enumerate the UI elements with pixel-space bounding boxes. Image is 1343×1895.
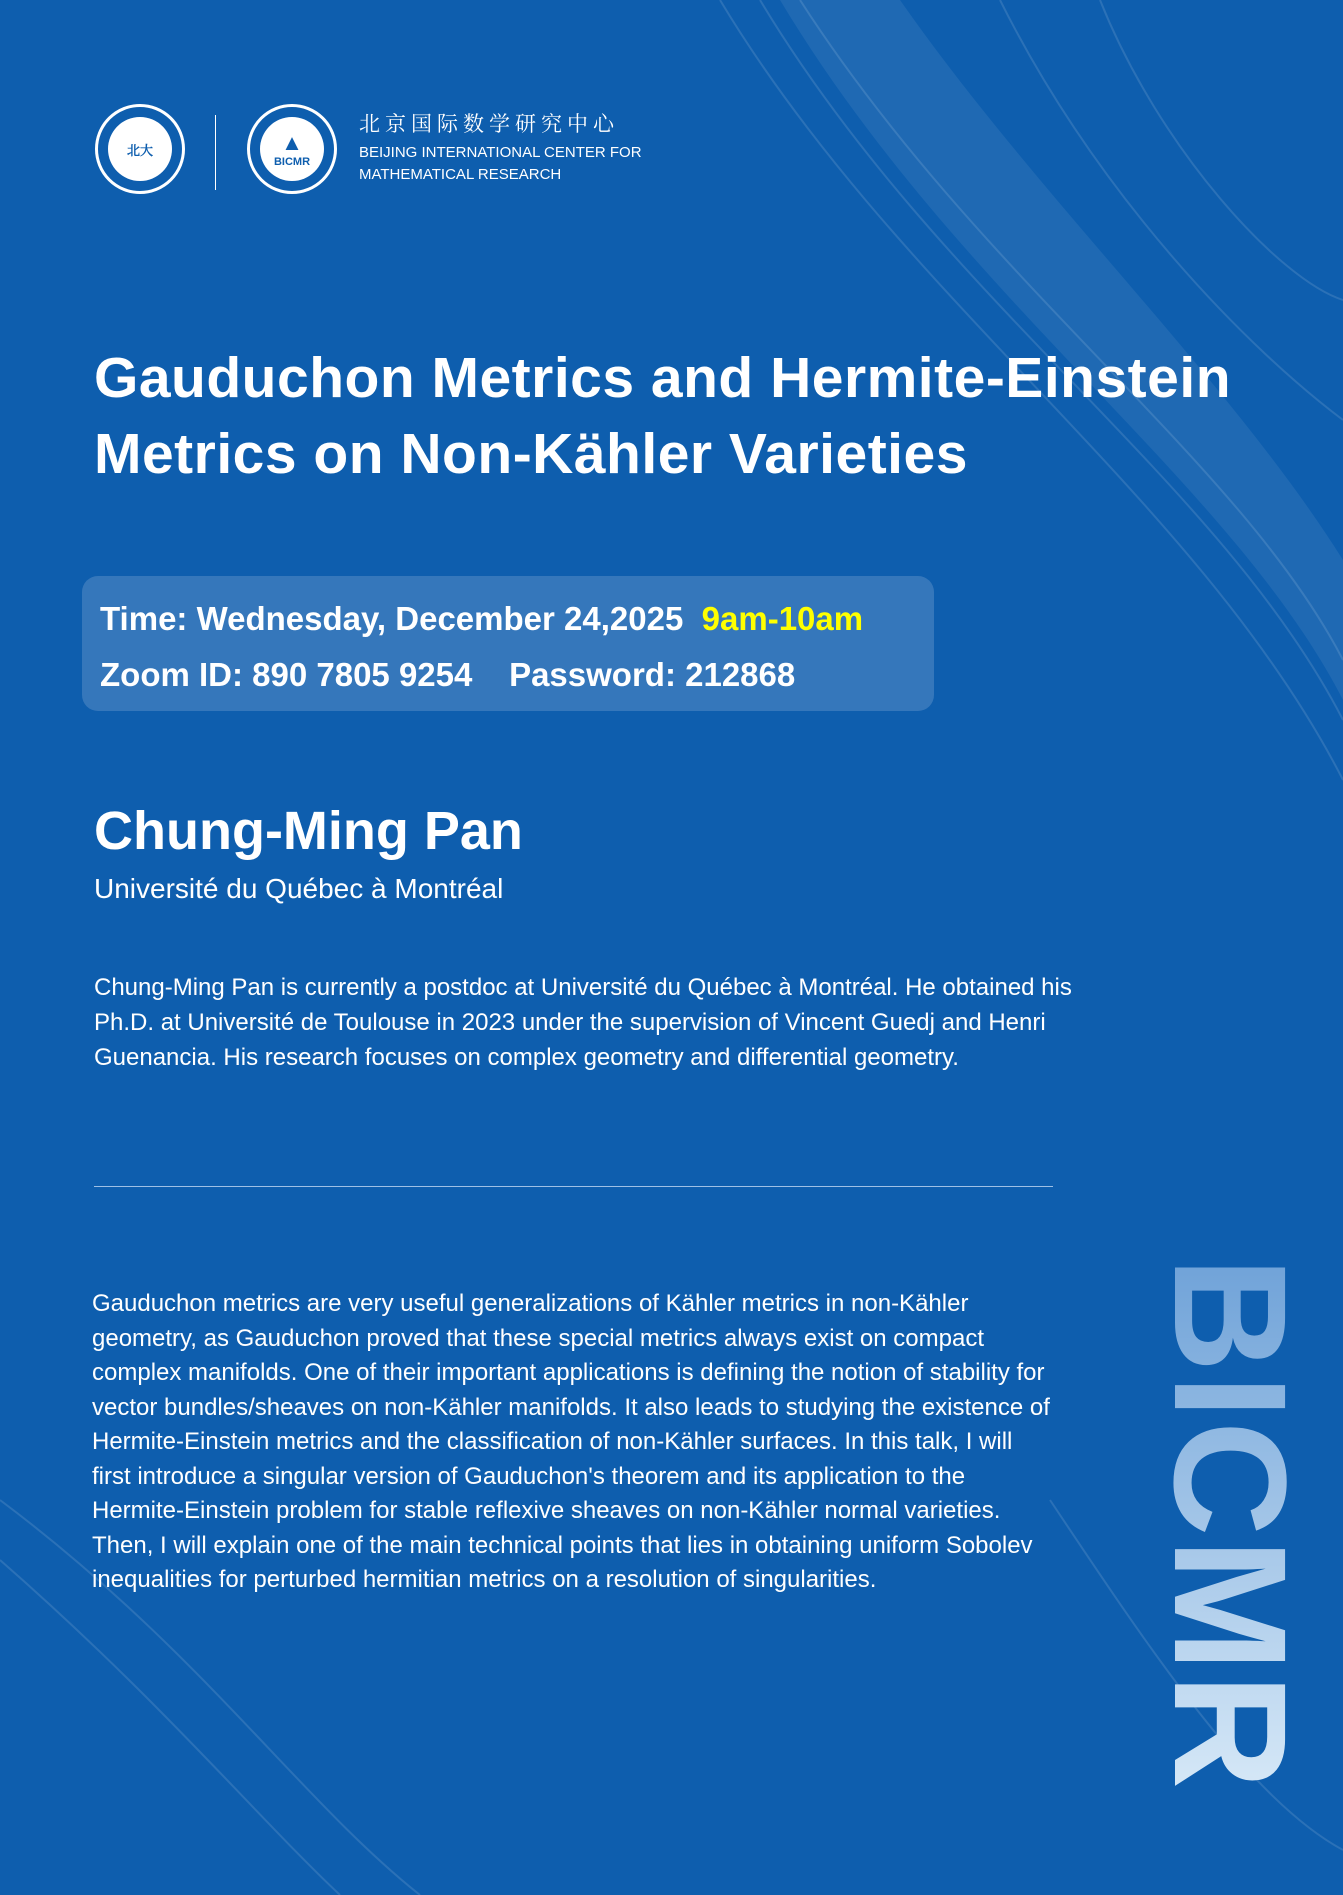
speaker-bio: Chung-Ming Pan is currently a postdoc at Université du Québec à Montréal. He obtained his Ph.D. at Université de Toulouse in 2023 under the supervision of Vincent Guedj and Henri Guenancia. His research focuses on complex geometry and differential geometry. — [94, 974, 1072, 1071]
bicmr-watermark-text: BICMR — [1138, 1256, 1322, 1790]
institute-name-english-line2: MATHEMATICAL RESEARCH — [359, 166, 562, 183]
speaker-name: Chung-Ming Pan — [94, 801, 523, 861]
institute-name-english-line1: BEIJING INTERNATIONAL CENTER FOR — [359, 144, 642, 161]
speaker-affiliation: Université du Québec à Montréal — [94, 873, 504, 904]
bicmr-watermark — [1141, 1246, 1320, 1801]
peking-university-logo — [95, 104, 185, 194]
section-divider — [94, 1186, 1053, 1187]
zoom-id: Zoom ID: 890 7805 9254 — [100, 656, 473, 693]
talk-title-line2: Metrics on Non-Kähler Varieties — [94, 422, 968, 486]
zoom-password: Password: 212868 — [509, 656, 796, 693]
bicmr-logo: ▲ BICMR — [247, 104, 337, 194]
talk-title-line1: Gauduchon Metrics and Hermite-Einstein — [94, 346, 1232, 410]
bicmr-logo-mark: BICMR — [273, 156, 311, 168]
talk-title — [94, 340, 1334, 492]
pku-logo-mark: 北大 — [126, 142, 153, 158]
logo-divider — [215, 115, 216, 190]
institute-name-chinese: 北京国际数学研究中心 — [359, 113, 619, 136]
talk-info-box — [82, 576, 934, 711]
time-label: Time: Wednesday, December 24,2025 — [100, 600, 684, 637]
time-line — [100, 600, 863, 638]
time-range: 9am-10am — [701, 600, 864, 637]
zoom-line — [100, 656, 795, 694]
talk-abstract: Gauduchon metrics are very useful generalizations of Kähler metrics in non-Kähler geometry, as Gauduchon proved that these special metrics always exist on compact complex manifolds. One of their important applications is defining the notion of stability for vector bundles/sheaves on non-Kähler manifolds. It also leads to studying the existence of Hermite-Einstein metrics and the classification of non-Kähler surfaces. In this talk, I will first introduce a singular version of Gauduchon's theorem and its application to the Hermite-Einstein problem for stable reflexive sheaves on non-Kähler normal varieties. Then, I will explain one of the main technical points that lies in obtaining uniform Sobolev inequalities for perturbed hermitian metrics on a resolution of singularities. — [92, 1290, 1050, 1593]
